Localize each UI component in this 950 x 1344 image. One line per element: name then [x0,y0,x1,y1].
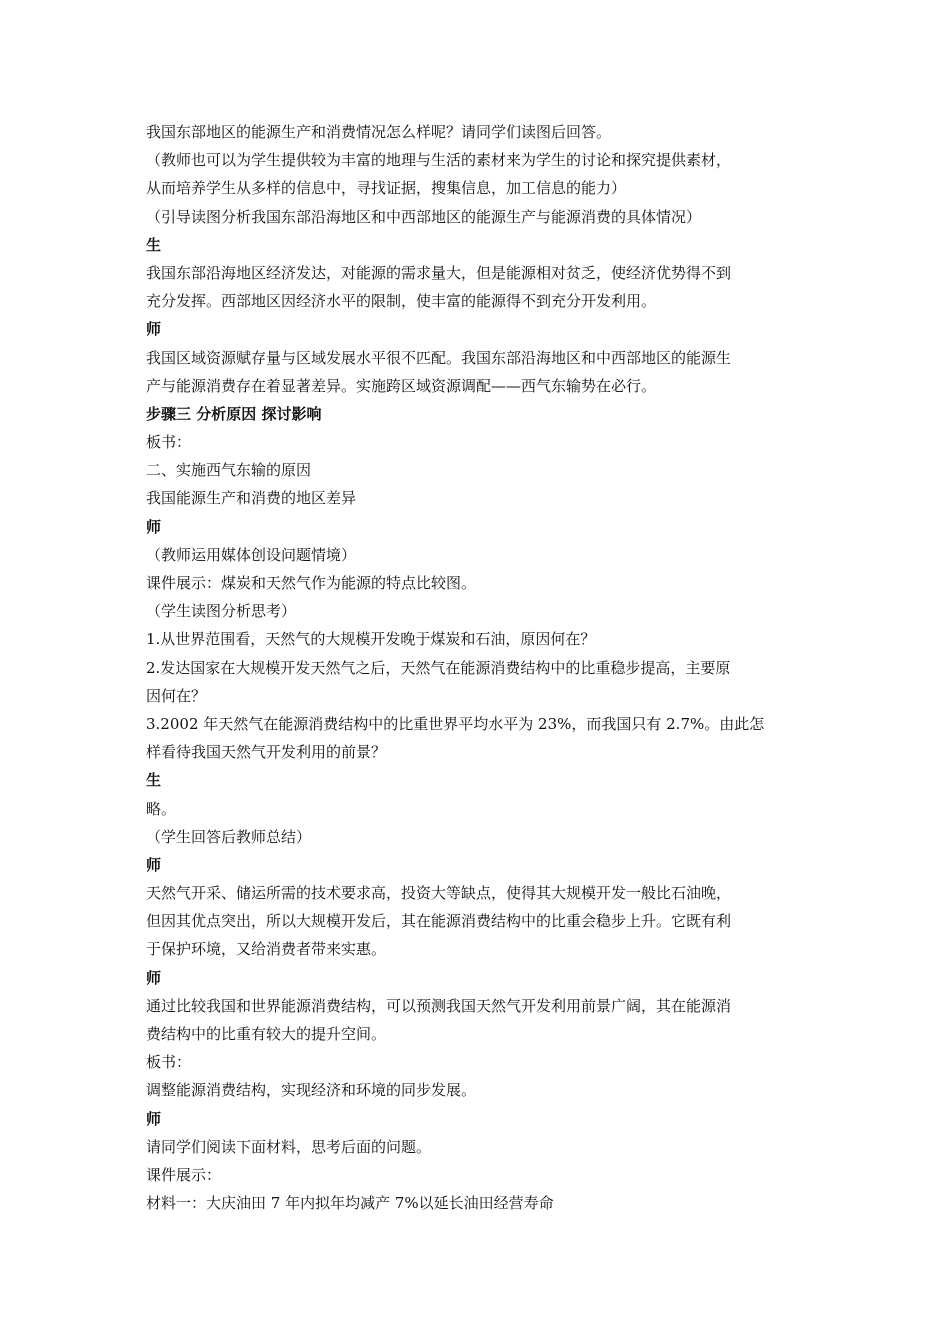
text-line: 我国东部地区的能源生产和消费情况怎么样呢？请同学们读图后回答。 [146,123,612,141]
speaker-heading: 师 [146,320,162,339]
text-line: 课件展示：煤炭和天然气作为能源的特点比较图。 [146,574,477,592]
text-line: （引导读图分析我国东部沿海地区和中西部地区的能源生产与能源消费的具体情况） [146,207,702,226]
text-line: 从而培养学生从多样的信息中，寻找证据，搜集信息，加工信息的能力） [146,179,627,198]
text-line: 样看待我国天然气开发利用的前景？ [146,743,387,762]
speaker-heading: 师 [146,855,162,874]
text-line: 板书： [146,433,192,452]
text-line: （教师运用媒体创设问题情境） [146,545,357,564]
speaker-heading: 师 [146,1109,162,1128]
speaker-heading: 步骤三 分析原因 探讨影响 [146,404,322,423]
speaker-heading: 师 [146,968,162,987]
text-line: （教师也可以为学生提供较为丰富的地理与生活的素材来为学生的讨论和探究提供素材， [146,151,732,170]
text-line: 但因其优点突出，所以大规模开发后，其在能源消费结构中的比重会稳步上升。它既有利 [146,912,732,931]
text-line: 2.发达国家在大规模开发天然气之后，天然气在能源消费结构中的比重稳步提高，主要原 [146,658,731,677]
text-line: 于保护环境，又给消费者带来实惠。 [146,940,387,959]
text-line: 二、实施西气东输的原因 [146,461,312,480]
document-body [146,118,806,1217]
text-line: 因何在？ [146,686,207,705]
text-line: 产与能源消费存在着显著差异。实施跨区域资源调配——西气东输势在必行。 [146,376,657,395]
text-line: （学生回答后教师总结） [146,827,312,846]
text-line: 课件展示： [146,1165,222,1184]
text-line: 材料一：大庆油田 7 年内拟年均减产 7%以延长油田经营寿命 [146,1194,554,1213]
text-line: 充分发挥。西部地区因经济水平的限制，使丰富的能源得不到充分开发利用。 [146,292,657,311]
text-line: 费结构中的比重有较大的提升空间。 [146,1025,387,1043]
text-line: 通过比较我国和世界能源消费结构，可以预测我国天然气开发利用前景广阔，其在能源消 [146,996,732,1015]
text-line: 略。 [146,799,177,818]
text-line: 天然气开采、储运所需的技术要求高，投资大等缺点，使得其大规模开发一般比石油晚， [146,884,732,903]
text-line: 1.从世界范围看，天然气的大规模开发晚于煤炭和石油，原因何在？ [146,630,596,649]
speaker-heading: 生 [146,235,162,254]
text-line: 调整能源消费结构，实现经济和环境的同步发展。 [146,1081,477,1100]
speaker-heading: 师 [146,517,162,536]
text-line: 我国东部沿海地区经济发达，对能源的需求量大，但是能源相对贫乏，使经济优势得不到 [146,263,732,282]
text-line: 我国能源生产和消费的地区差异 [146,489,357,508]
text-line: 3.2002 年天然气在能源消费结构中的比重世界平均水平为 23%，而我国只有 2.7%。由此怎 [146,714,765,733]
text-line: 板书： [146,1053,192,1072]
text-line: 请同学们阅读下面材料，思考后面的问题。 [146,1137,432,1156]
text-line: （学生读图分析思考） [146,602,297,621]
speaker-heading: 生 [146,771,162,790]
text-line: 我国区域资源赋存量与区域发展水平很不匹配。我国东部沿海地区和中西部地区的能源生 [146,348,732,367]
